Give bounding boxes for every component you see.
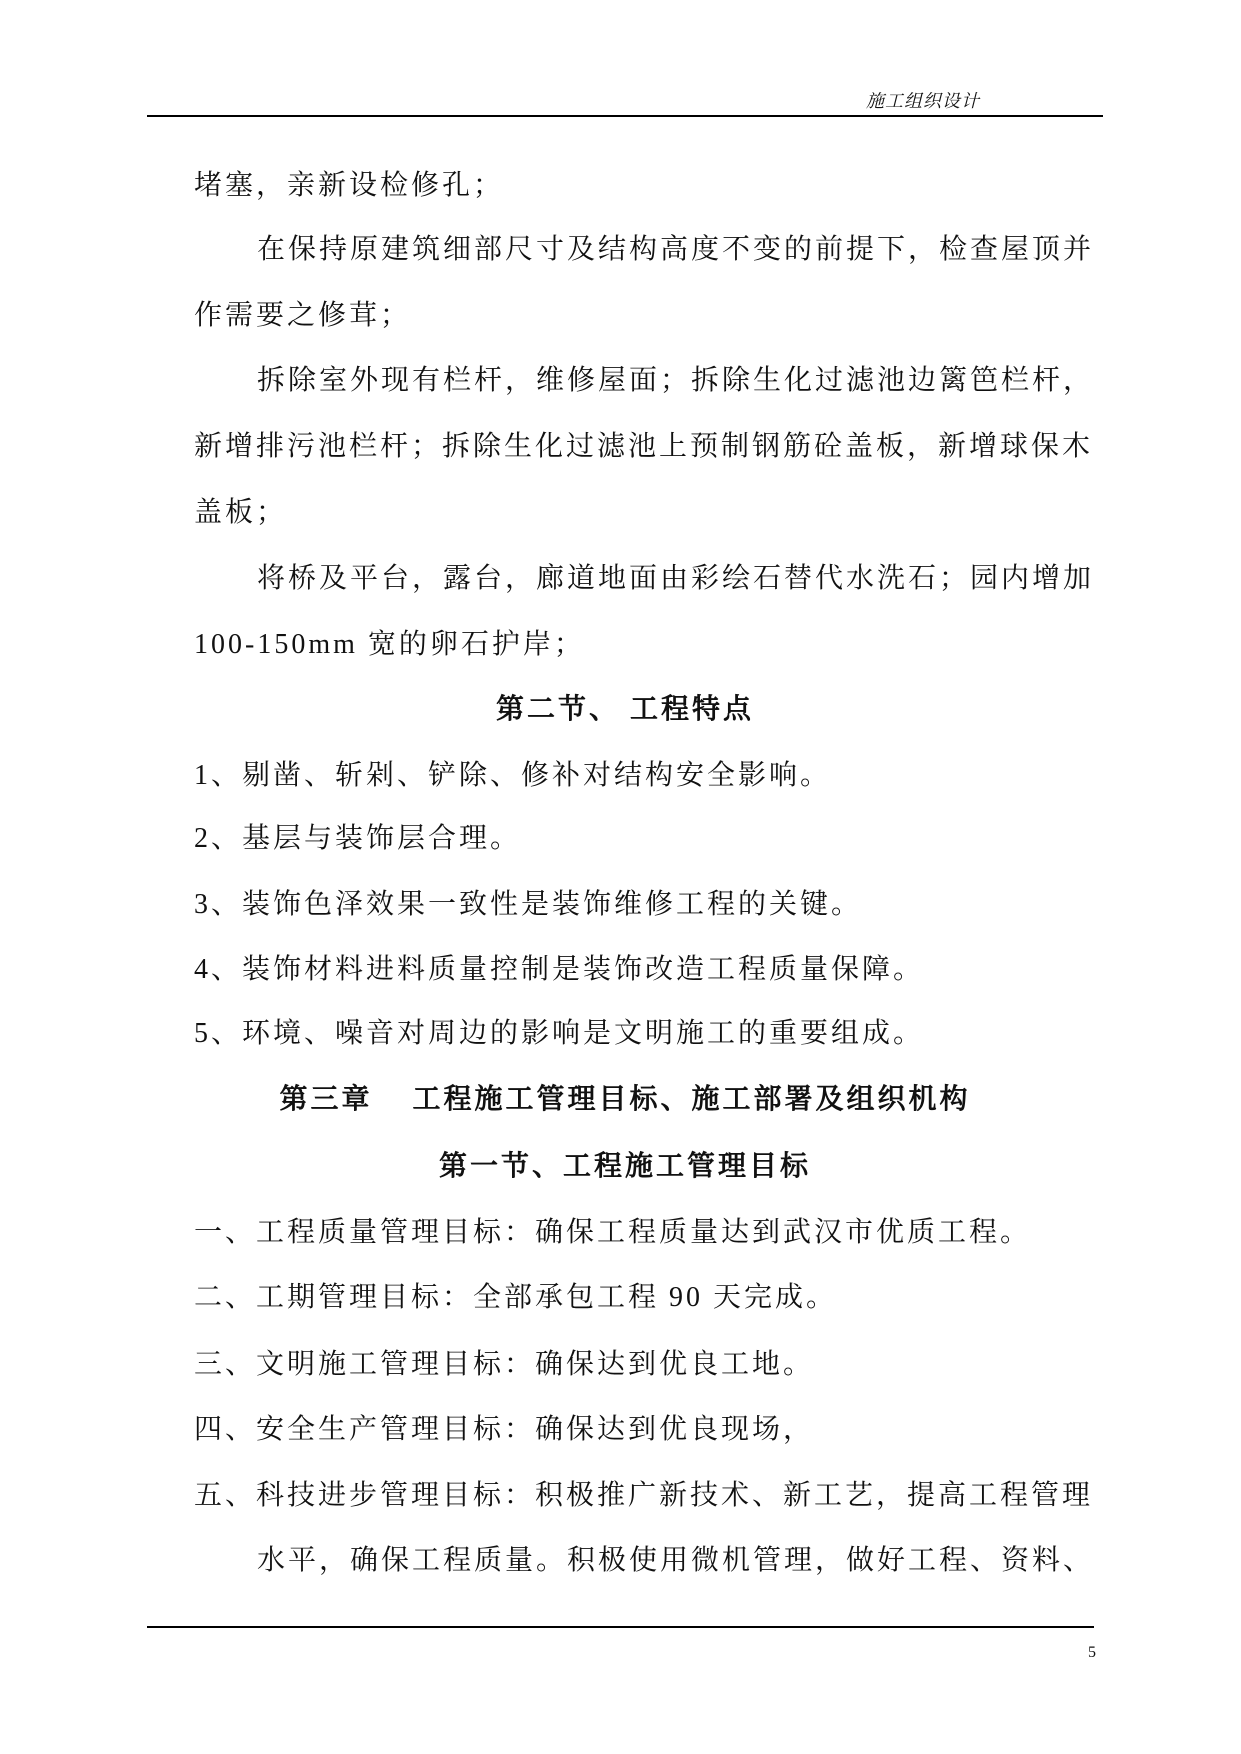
running-header-title: 施工组织设计 [866, 91, 980, 111]
list-item: 五、科技进步管理目标：积极推广新技术、新工艺，提高工程管理 [194, 1480, 1094, 1511]
list-item: 一、工程质量管理目标：确保工程质量达到武汉市优质工程。 [194, 1217, 1032, 1248]
list-item: 3、装饰色泽效果一致性是装饰维修工程的关键。 [194, 889, 863, 920]
page-number: 5 [1088, 1644, 1096, 1661]
paragraph-line: 堵塞，亲新设检修孔； [194, 170, 505, 201]
list-item: 5、环境、噪音对周边的影响是文明施工的重要组成。 [194, 1018, 925, 1049]
list-item: 1、剔凿、斩剁、铲除、修补对结构安全影响。 [194, 760, 832, 791]
paragraph-line: 在保持原建筑细部尺寸及结构高度不变的前提下，检查屋顶并 [257, 234, 1095, 265]
chapter-heading: 第三章 工程施工管理目标、施工部署及组织机构 [279, 1084, 971, 1115]
paragraph-line: 新增排污池栏杆；拆除生化过滤池上预制钢筋砼盖板，新增球保木 [194, 431, 1094, 462]
paragraph-line: 将桥及平台，露台，廊道地面由彩绘石替代水洗石；园内增加 [257, 563, 1095, 594]
footer-divider [147, 1626, 1094, 1628]
list-item: 二、工期管理目标：全部承包工程 90 天完成。 [194, 1282, 838, 1313]
list-item: 2、基层与装饰层合理。 [194, 823, 522, 854]
paragraph-line: 100-150mm 宽的卵石护岸； [194, 629, 585, 660]
list-item-continuation: 水平，确保工程质量。积极使用微机管理，做好工程、资料、 [257, 1545, 1095, 1576]
paragraph-line: 盖板； [194, 497, 288, 528]
header-divider [147, 115, 1103, 117]
list-item: 4、装饰材料进料质量控制是装饰改造工程质量保障。 [194, 954, 925, 985]
section-heading: 第一节、工程施工管理目标 [438, 1151, 811, 1182]
list-item: 三、文明施工管理目标：确保达到优良工地。 [194, 1349, 815, 1380]
paragraph-line: 作需要之修茸； [194, 300, 412, 331]
paragraph-line: 拆除室外现有栏杆，维修屋面；拆除生化过滤池边篱笆栏杆， [257, 365, 1095, 396]
list-item: 四、安全生产管理目标：确保达到优良现场， [194, 1414, 815, 1445]
section-heading: 第二节、 工程特点 [495, 694, 754, 725]
